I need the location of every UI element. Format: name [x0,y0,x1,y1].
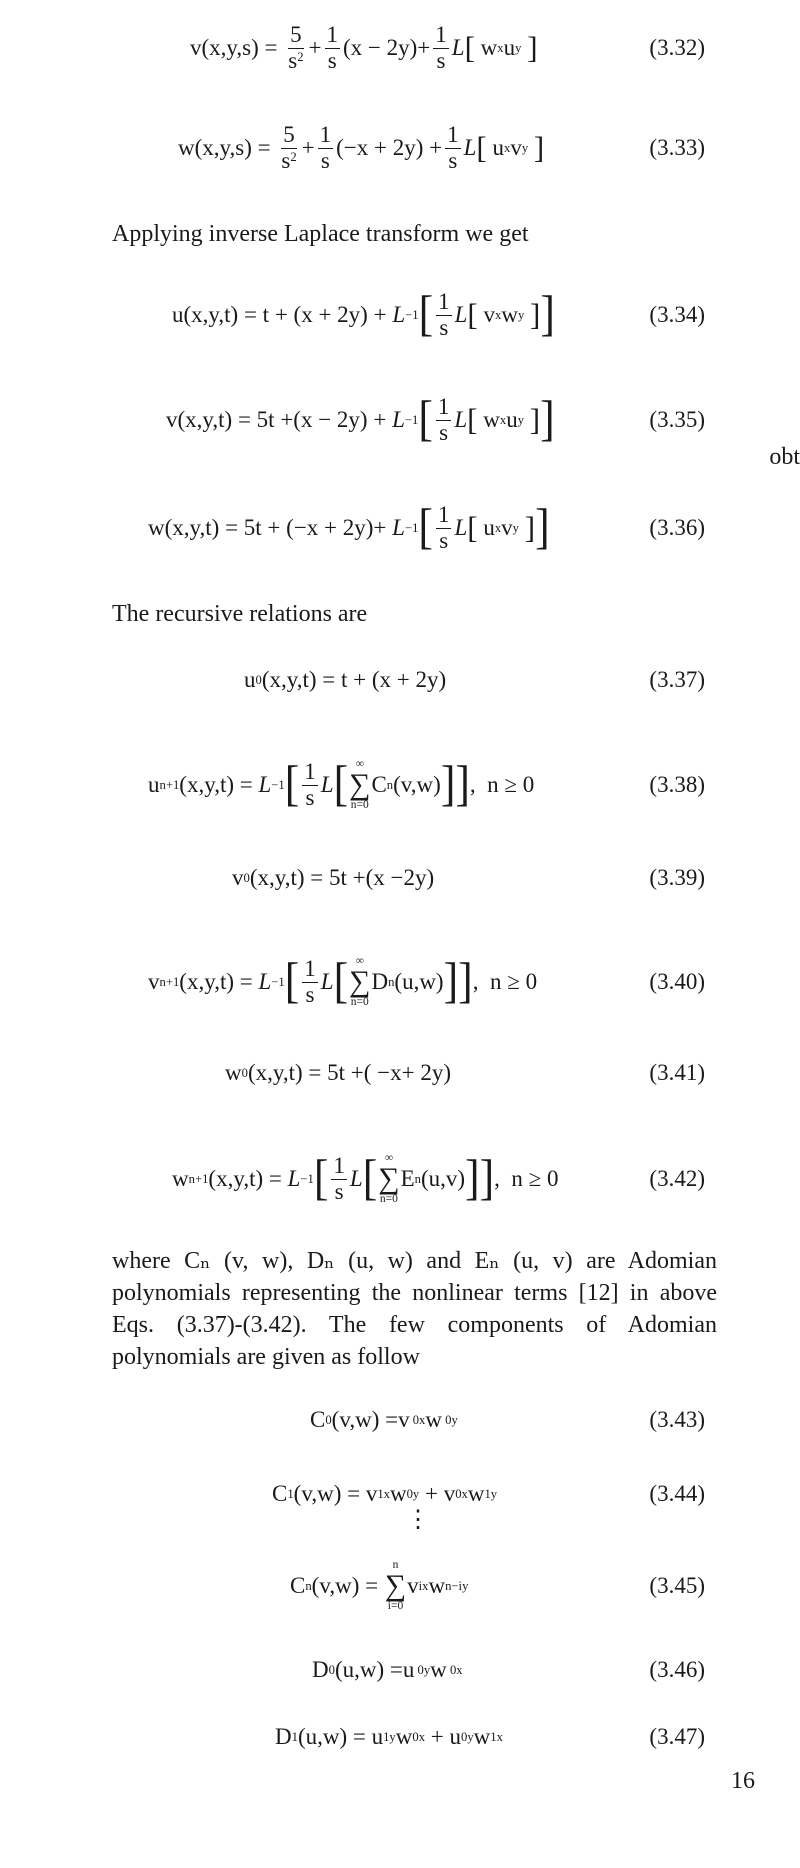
equation-3-42 [0,1149,800,1209]
equation-body: v 0 (x,y,t) = 5t +(x −2y) [232,865,435,890]
equation-body: D 0 (u,w) =u 0y w 0x [312,1657,463,1682]
equation-body: v(x,y,t) = 5t +(x − 2y) + L −1 [ $\frac{1}{s}$ L [ w x u y ] ] [166,391,555,447]
equation-3-44 [0,1464,800,1533]
equation-3-41 [0,1043,800,1103]
equation-body: D 1 (u,w) = u 1y w 0x + u 0y w 1x [275,1724,503,1749]
equation-3-38 [0,755,800,815]
equation-number: (3.41) [649,1060,705,1085]
equation-number: (3.37) [649,667,705,692]
equation-3-43 [0,1390,800,1450]
page-number: 16 [731,1768,755,1794]
equation-body: u(x,y,t) = t + (x + 2y) + L −1 [ $\frac{1}{s}$ L [ v x w y ] ] [172,286,555,342]
equation-number: (3.43) [649,1407,705,1432]
equation-number: (3.38) [649,772,705,797]
equation-3-40 [0,952,800,1012]
equation-number: (3.36) [649,515,705,540]
equation-3-37 [0,650,800,710]
equation-body: C 1 (v,w) = v 1x w 0y + v 0x w 1y [272,1481,498,1506]
equation-number: (3.40) [649,969,705,994]
equation-3-35 [0,390,800,450]
equation-number: (3.33) [649,135,705,160]
equation-number: (3.34) [649,302,705,327]
equation-body: u n+1 (x,y,t) = L −1 [ $\frac{1}{s}$ L [ ∞ ∑ n=0 C n (v,w) ]] , n ≥ 0 [148,756,535,812]
equation-3-36 [0,498,800,558]
vertical-ellipsis: ⋮ [406,1507,430,1533]
equation-number: (3.35) [649,407,705,432]
text-adomian-paragraph: where Cₙ (v, w), Dₙ (u, w) and Eₙ (u, v) are Adomian polynomials representing the nonlinear terms [12] in above Eqs. (3.37)-(3.42). The few components of Adomian polynomials are given as follow [112,1248,717,1370]
equation-3-46 [0,1640,800,1700]
equation-3-47 [0,1707,800,1767]
equation-3-32 [0,18,800,78]
equation-3-45 [0,1556,800,1616]
equation-number: (3.44) [649,1481,705,1506]
equation-number: (3.42) [649,1166,705,1191]
equation-body: v(x,y,s) = $\frac{5}{s^2}$ + $\frac{1}{s}$ (x − 2y)+ $\frac{1}{s}$ L [ w x u y ] [190,22,538,73]
equation-body: C n (v,w) = n ∑ i=0 v ix w n−iy [290,1558,469,1612]
side-fragment: obt [769,444,800,470]
equation-body: w(x,y,s) = $\frac{5}{s^2}$ + $\frac{1}{s}$ (−x + 2y) + $\frac{1}{s}$ L [ u x v y ] [178,122,545,173]
equation-3-39 [0,848,800,908]
text-recursive: The recursive relations are [112,601,368,627]
equation-body: w n+1 (x,y,t) = L −1 [ $\frac{1}{s}$ L [ ∞ ∑ n=0 E n (u,v) ]] , n ≥ 0 [172,1150,559,1206]
equation-number: (3.45) [649,1573,705,1598]
equation-body: w(x,y,t) = 5t + (−x + 2y)+ L −1 [ $\frac{1}{s}$ L [ u x v y ] ] [148,499,550,555]
equation-body: C 0 (v,w) =v 0x w 0y [310,1407,458,1432]
equation-3-33 [0,118,800,178]
text-inverse-laplace: Applying inverse Laplace transform we get [112,221,529,247]
equation-body: v n+1 (x,y,t) = L −1 [ $\frac{1}{s}$ L [ ∞ ∑ n=0 D n (u,w) ]] , n ≥ 0 [148,953,538,1009]
equation-number: (3.47) [649,1724,705,1749]
equation-body: u 0 (x,y,t) = t + (x + 2y) [244,667,447,692]
equation-number: (3.32) [649,35,705,60]
equation-number: (3.46) [649,1657,705,1682]
equation-number: (3.39) [649,865,705,890]
equation-body: w 0 (x,y,t) = 5t +( −x+ 2y) [225,1060,452,1085]
equation-3-34 [0,285,800,345]
